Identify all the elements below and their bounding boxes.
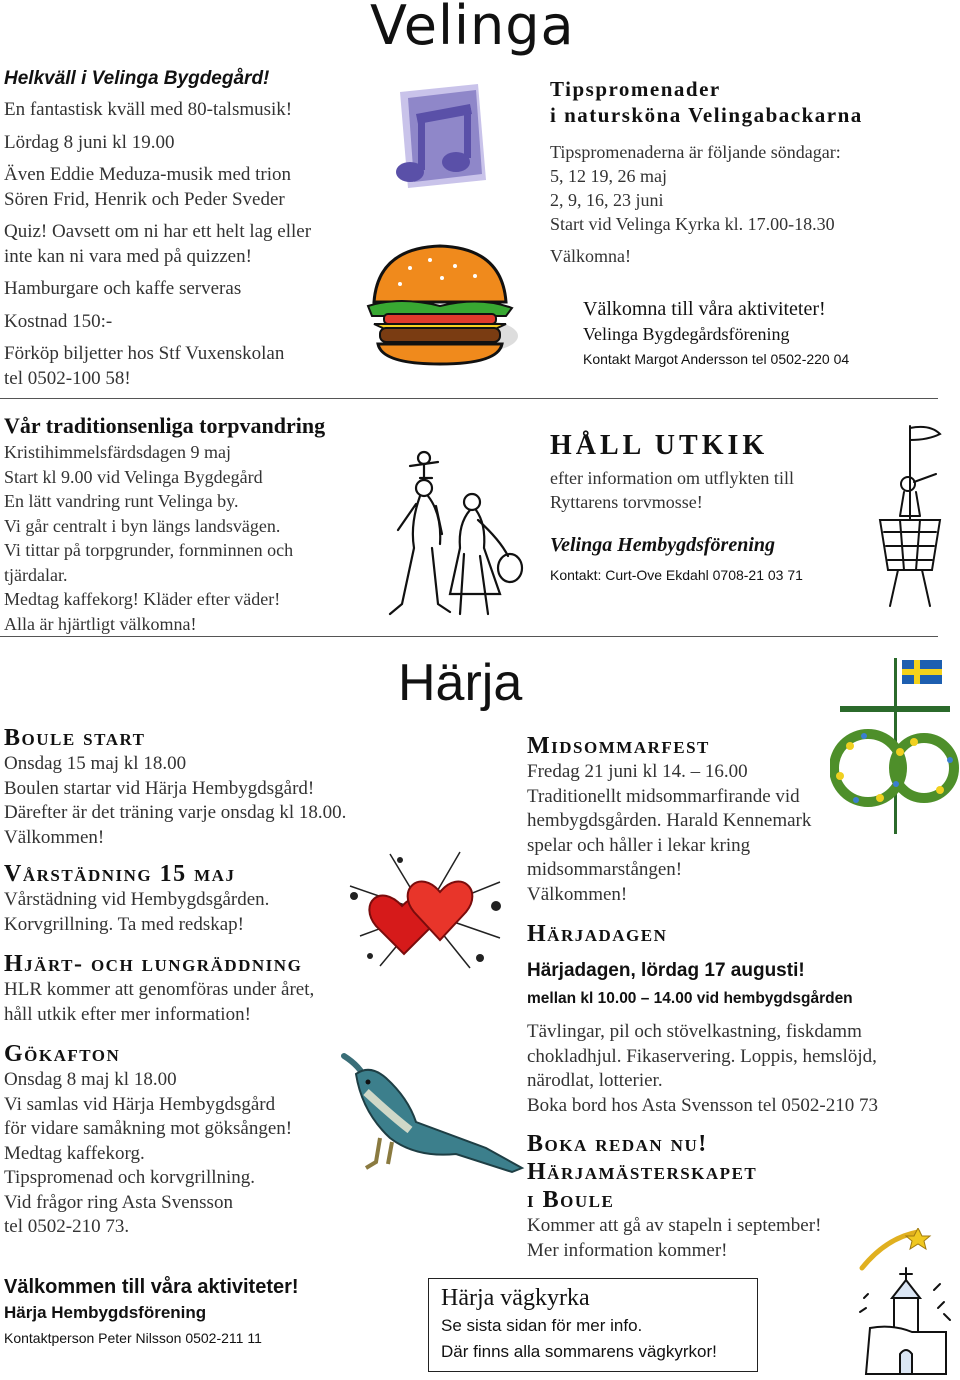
hjart-section — [4, 950, 384, 1027]
tips-subheading: i natursköna Velingabackarna — [550, 103, 863, 127]
tips-line: 5, 12 19, 26 maj — [550, 166, 667, 186]
vagkyrka-line: Se sista sidan för mer info. — [441, 1316, 643, 1335]
harjadagen-line: chokladhjul. Fikaservering. Loppis, hemslöjd, — [527, 1045, 877, 1067]
footer-contact: Kontaktperson Peter Nilsson 0502-211 11 — [4, 1330, 262, 1346]
boka-heading: Boka redan nu! — [527, 1131, 708, 1157]
boule-section — [4, 724, 404, 850]
tips-line: 2, 9, 16, 23 juni — [550, 190, 664, 210]
harjadagen-line: Boka bord hos Asta Svensson tel 0502-210 73 — [527, 1094, 878, 1116]
hjart-heading: Hjärt- och lungräddning — [4, 951, 303, 977]
harjadagen-heading: Härjadagen — [527, 921, 668, 947]
torp-line: Kristihimmelsfärdsdagen 9 maj — [4, 442, 231, 462]
hall-heading: HÅLL UTKIK — [550, 430, 769, 461]
boka-section — [527, 1130, 867, 1263]
midsommar-line: spelar och håller i lekar kring — [527, 834, 751, 856]
boule-heading: Boule start — [4, 725, 146, 751]
hall-org: Velinga Hembygdsförening — [550, 534, 776, 556]
vagkyrka-title: Härja vägkyrka — [441, 1285, 590, 1311]
boule-line: Välkommen! — [4, 826, 105, 848]
gok-line: Onsdag 8 maj kl 18.00 — [4, 1069, 177, 1090]
torp-line: En lätt vandring runt Velinga by. — [4, 491, 239, 511]
torp-line: Vi går centralt i byn längs landsvägen. — [4, 515, 281, 536]
velinga-title: Velinga — [370, 0, 575, 57]
vagkyrka-box — [428, 1278, 758, 1372]
boka-heading: i Boule — [527, 1187, 615, 1213]
tips-heading: Tipspromenader — [550, 77, 721, 101]
helkvall-line: Quiz! Oavsett om ni har ett helt lag eller — [4, 221, 312, 242]
harjadagen-section — [527, 920, 947, 1118]
helkvall-heading: Helkväll i Velinga Bygdegård! — [4, 68, 270, 89]
helkvall-line: Sören Frid, Henrik och Peder Sveder — [4, 188, 285, 210]
hamburger-illustration — [360, 240, 520, 370]
velinga-welcome — [583, 296, 943, 370]
torp-line: Vi tittar på torpgrunder, fornminnen och — [4, 540, 294, 560]
midsommar-line: Fredag 21 juni kl 14. – 16.00 — [527, 761, 748, 782]
torp-line: tjärdalar. — [4, 564, 68, 585]
varstad-line: Vårstädning vid Hembygdsgården. — [4, 889, 270, 910]
divider — [0, 398, 938, 399]
gok-line: för vidare samåkning mot göksången! — [4, 1118, 293, 1139]
hall-line: Ryttarens torvmosse! — [550, 492, 703, 512]
boule-line: Onsdag 15 maj kl 18.00 — [4, 753, 187, 774]
gok-line: Medtag kaffekorg. — [4, 1142, 145, 1164]
varstad-line: Korvgrillning. Ta med redskap! — [4, 913, 244, 935]
harjadagen-line: närodlat, lotterier. — [527, 1070, 663, 1091]
helkvall-line: tel 0502-100 58! — [4, 367, 131, 389]
hall-section — [550, 428, 890, 586]
lookout-illustration — [870, 420, 950, 610]
tips-line: Välkomna! — [550, 246, 631, 266]
harja-title: Härja — [398, 654, 523, 712]
divider — [0, 636, 938, 637]
helkvall-section — [4, 66, 364, 391]
hall-line: efter information om utflykten till — [550, 468, 794, 488]
varstad-heading: Vårstädning 15 maj — [4, 861, 236, 887]
footer-line: Välkommen till våra aktiviteter! — [4, 1276, 299, 1298]
helkvall-line: inte kan ni vara med på quizzen! — [4, 245, 252, 267]
torp-line: Alla är hjärtligt välkomna! — [4, 613, 197, 634]
gok-line: tel 0502-210 73. — [4, 1216, 130, 1237]
hjart-line: håll utkik efter mer information! — [4, 1003, 251, 1025]
midsommar-line: Välkommen! — [527, 883, 628, 905]
welcome-line: Välkomna till våra aktiviteter! — [583, 298, 826, 320]
gok-line: Vid frågor ring Asta Svensson — [4, 1191, 233, 1213]
gok-line: Vi samlas vid Härja Hembygdsgård — [4, 1093, 276, 1115]
torp-section — [4, 412, 384, 636]
footer-org: Härja Hembygdsförening — [4, 1303, 207, 1322]
welcome-contact: Kontakt Margot Andersson tel 0502-220 04 — [583, 351, 850, 367]
hall-contact: Kontakt: Curt-Ove Ekdahl 0708-21 03 71 — [550, 567, 803, 583]
tips-line: Start vid Velinga Kyrka kl. 17.00-18.30 — [550, 214, 835, 234]
welcome-org: Velinga Bygdegårdsförening — [583, 324, 790, 344]
boka-heading: Härjamästerskapet — [527, 1159, 758, 1185]
gok-heading: Gökafton — [4, 1041, 121, 1067]
tips-line: Tipspromenaderna är följande söndagar: — [550, 142, 841, 162]
tips-section — [550, 76, 950, 268]
maypole-illustration — [830, 656, 960, 836]
midsommar-line: hembygdsgården. Harald Kennemark — [527, 810, 812, 831]
midsommar-line: midsommarstången! — [527, 859, 683, 880]
boka-line: Kommer att gå av stapeln i september! — [527, 1215, 822, 1236]
torp-line: Start kl 9.00 vid Velinga Bygdegård — [4, 466, 263, 487]
varstad-section — [4, 860, 344, 937]
midsommar-section — [527, 732, 857, 907]
harja-footer — [4, 1274, 404, 1350]
torp-line: Medtag kaffekorg! Kläder efter väder! — [4, 589, 281, 609]
midsommar-line: Traditionellt midsommarfirande vid — [527, 785, 800, 807]
gok-section — [4, 1040, 344, 1240]
helkvall-line: Lördag 8 juni kl 19.00 — [4, 131, 175, 153]
helkvall-line: Kostnad 150:- — [4, 310, 113, 332]
boka-line: Mer information kommer! — [527, 1239, 728, 1261]
church-illustration — [856, 1228, 956, 1376]
boule-line: Boulen startar vid Härja Hembygdsgård! — [4, 777, 315, 799]
harjadagen-date: Härjadagen, lördag 17 augusti! — [527, 960, 805, 981]
bird-illustration — [336, 1052, 526, 1182]
midsommar-heading: Midsommarfest — [527, 733, 710, 759]
harjadagen-line: Tävlingar, pil och stövelkastning, fiskdamm — [527, 1021, 862, 1042]
helkvall-line: Även Eddie Meduza-musik med trion — [4, 164, 292, 185]
hjart-line: HLR kommer att genomföras under året, — [4, 979, 315, 1000]
helkvall-line: Förköp biljetter hos Stf Vuxenskolan — [4, 343, 285, 364]
helkvall-line: Hamburgare och kaffe serveras — [4, 278, 242, 299]
boule-line: Därefter är det träning varje onsdag kl 18.00. — [4, 802, 347, 823]
torp-heading: Vår traditionsenliga torpvandring — [4, 413, 326, 438]
gok-line: Tipspromenad och korvgrillning. — [4, 1167, 256, 1188]
vagkyrka-line: Där finns alla sommarens vägkyrkor! — [441, 1342, 717, 1361]
harjadagen-time: mellan kl 10.00 – 14.00 vid hembygdsgården — [527, 990, 853, 1007]
helkvall-line: En fantastisk kväll med 80-talsmusik! — [4, 99, 293, 120]
music-note-illustration — [378, 84, 488, 202]
walking-family-illustration — [380, 444, 530, 624]
